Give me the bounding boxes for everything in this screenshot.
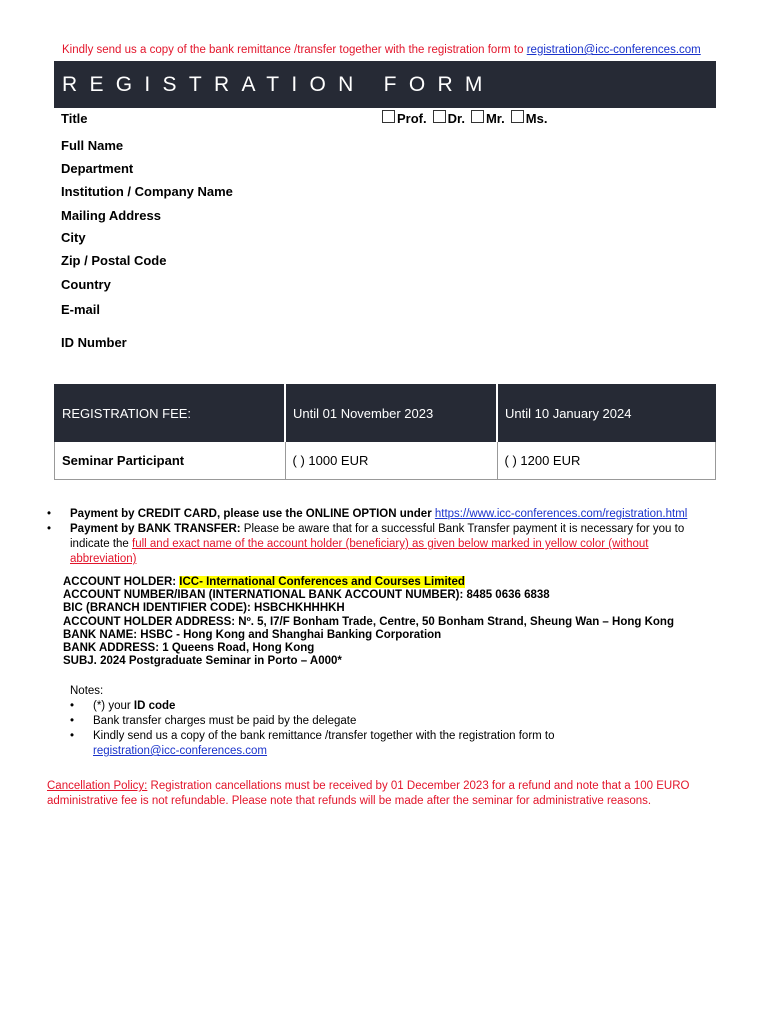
title-option-mr-label: Mr. [485,111,505,126]
checkbox-prof[interactable] [382,110,395,123]
account-bic: BIC (BRANCH IDENTIFIER CODE): HSBCHKHHHKH [63,602,345,615]
bullet-icon: • [47,508,52,520]
top-note [62,44,701,56]
bullet-icon: • [70,700,75,712]
title-option-prof-label: Prof. [397,111,427,126]
title-option-dr[interactable] [433,110,465,126]
fee-table-header-row [55,385,716,442]
note-3-text: Kindly send us a copy of the bank remittance /transfer together with the registration form to [93,730,555,742]
bank-address: BANK ADDRESS: 1 Queens Road, Hong Kong [63,642,315,655]
note-1-text: (*) your [93,700,134,712]
list-item [70,714,630,729]
bullet-icon: • [70,730,75,742]
payment-instructions [47,507,707,567]
account-holder [63,576,674,589]
checkbox-ms[interactable] [511,110,524,123]
title-option-prof[interactable] [382,110,427,126]
payment-credit-card [47,507,707,522]
account-details [63,576,674,668]
title-option-mr[interactable] [471,110,505,126]
top-note-text: Kindly send us a copy of the bank remittance /transfer together with the registration form to [62,44,527,56]
account-holder-value: ICC- International Conferences and Courses Limited [179,576,465,588]
table-row [55,442,716,480]
bank-transfer-text: Please be aware that for a successful Bank Transfer payment it is necessary for you to indicate the [70,523,685,550]
cancellation-label: Cancellation Policy: [47,780,148,792]
account-holder-label: ACCOUNT HOLDER: [63,576,180,588]
top-note-email-link[interactable]: registration@icc-conferences.com [526,44,701,56]
form-header: REGISTRATION FORM [54,61,716,108]
fee-header-label: REGISTRATION FEE: [55,385,286,442]
note-2-text: Bank transfer charges must be paid by the delegate [93,715,357,727]
fee-header-early: Until 01 November 2023 [285,385,497,442]
bank-transfer-label: Payment by BANK TRANSFER: [70,523,241,535]
payment-bank-transfer [47,522,707,567]
transfer-subject: SUBJ. 2024 Postgraduate Seminar in Porto – A000* [63,655,342,668]
note-3-email-link[interactable]: registration@icc-conferences.com [93,745,268,757]
account-holder-address: ACCOUNT HOLDER ADDRESS: Nº. 5, I7/F Bonham Trade, Centre, 50 Bonham Strand, Sheung Wan – Hong Kong [63,615,674,628]
title-option-ms-label: Ms. [525,111,548,126]
credit-card-text: Payment by CREDIT CARD, please use the ONLINE OPTION under [70,508,435,520]
bullet-icon: • [70,715,75,727]
list-item [70,699,630,714]
cancellation-policy [47,779,727,809]
checkbox-dr[interactable] [433,110,446,123]
fee-header-late: Until 10 January 2024 [497,385,716,442]
mailing-address-label: Mailing Address [61,208,161,223]
title-option-dr-label: Dr. [447,111,465,126]
account-iban: ACCOUNT NUMBER/IBAN (INTERNATIONAL BANK ACCOUNT NUMBER): 8485 0636 6838 [63,589,550,602]
bank-name: BANK NAME: HSBC - Hong Kong and Shanghai Banking Corporation [63,628,442,641]
notes-heading: Notes: [70,685,104,697]
note-1-bold: ID code [133,700,176,712]
institution-label: Institution / Company Name [61,184,233,199]
email-label: E-mail [61,302,101,317]
registration-fee-table [54,384,716,480]
department-label: Department [61,161,134,176]
notes-list [70,699,630,759]
cancellation-text: Registration cancellations must be received by 01 December 2023 for a refund and note that a 100 EURO administrative fee is not refundable. Please note that refunds will be made after the seminar for administrative reasons. [47,780,690,807]
full-name-label: Full Name [61,138,124,153]
fee-option-late[interactable]: ( ) 1200 EUR [497,442,716,480]
fee-row-category: Seminar Participant [55,442,286,480]
bank-transfer-warning: full and exact name of the account holder (beneficiary) as given below marked in yellow color (without abbreviation) [70,538,649,565]
id-number-label: ID Number [61,335,127,350]
zip-label: Zip / Postal Code [61,253,167,268]
city-label: City [61,230,86,245]
fee-option-early[interactable]: ( ) 1000 EUR [285,442,497,480]
title-label: Title [61,111,88,126]
list-item [70,729,630,759]
title-option-ms[interactable] [511,110,548,126]
credit-card-link[interactable]: https://www.icc-conferences.com/registration.html [434,508,688,520]
title-options [382,110,553,126]
country-label: Country [61,277,111,292]
bullet-icon: • [47,523,52,535]
checkbox-mr[interactable] [471,110,484,123]
notes-section [70,684,630,759]
